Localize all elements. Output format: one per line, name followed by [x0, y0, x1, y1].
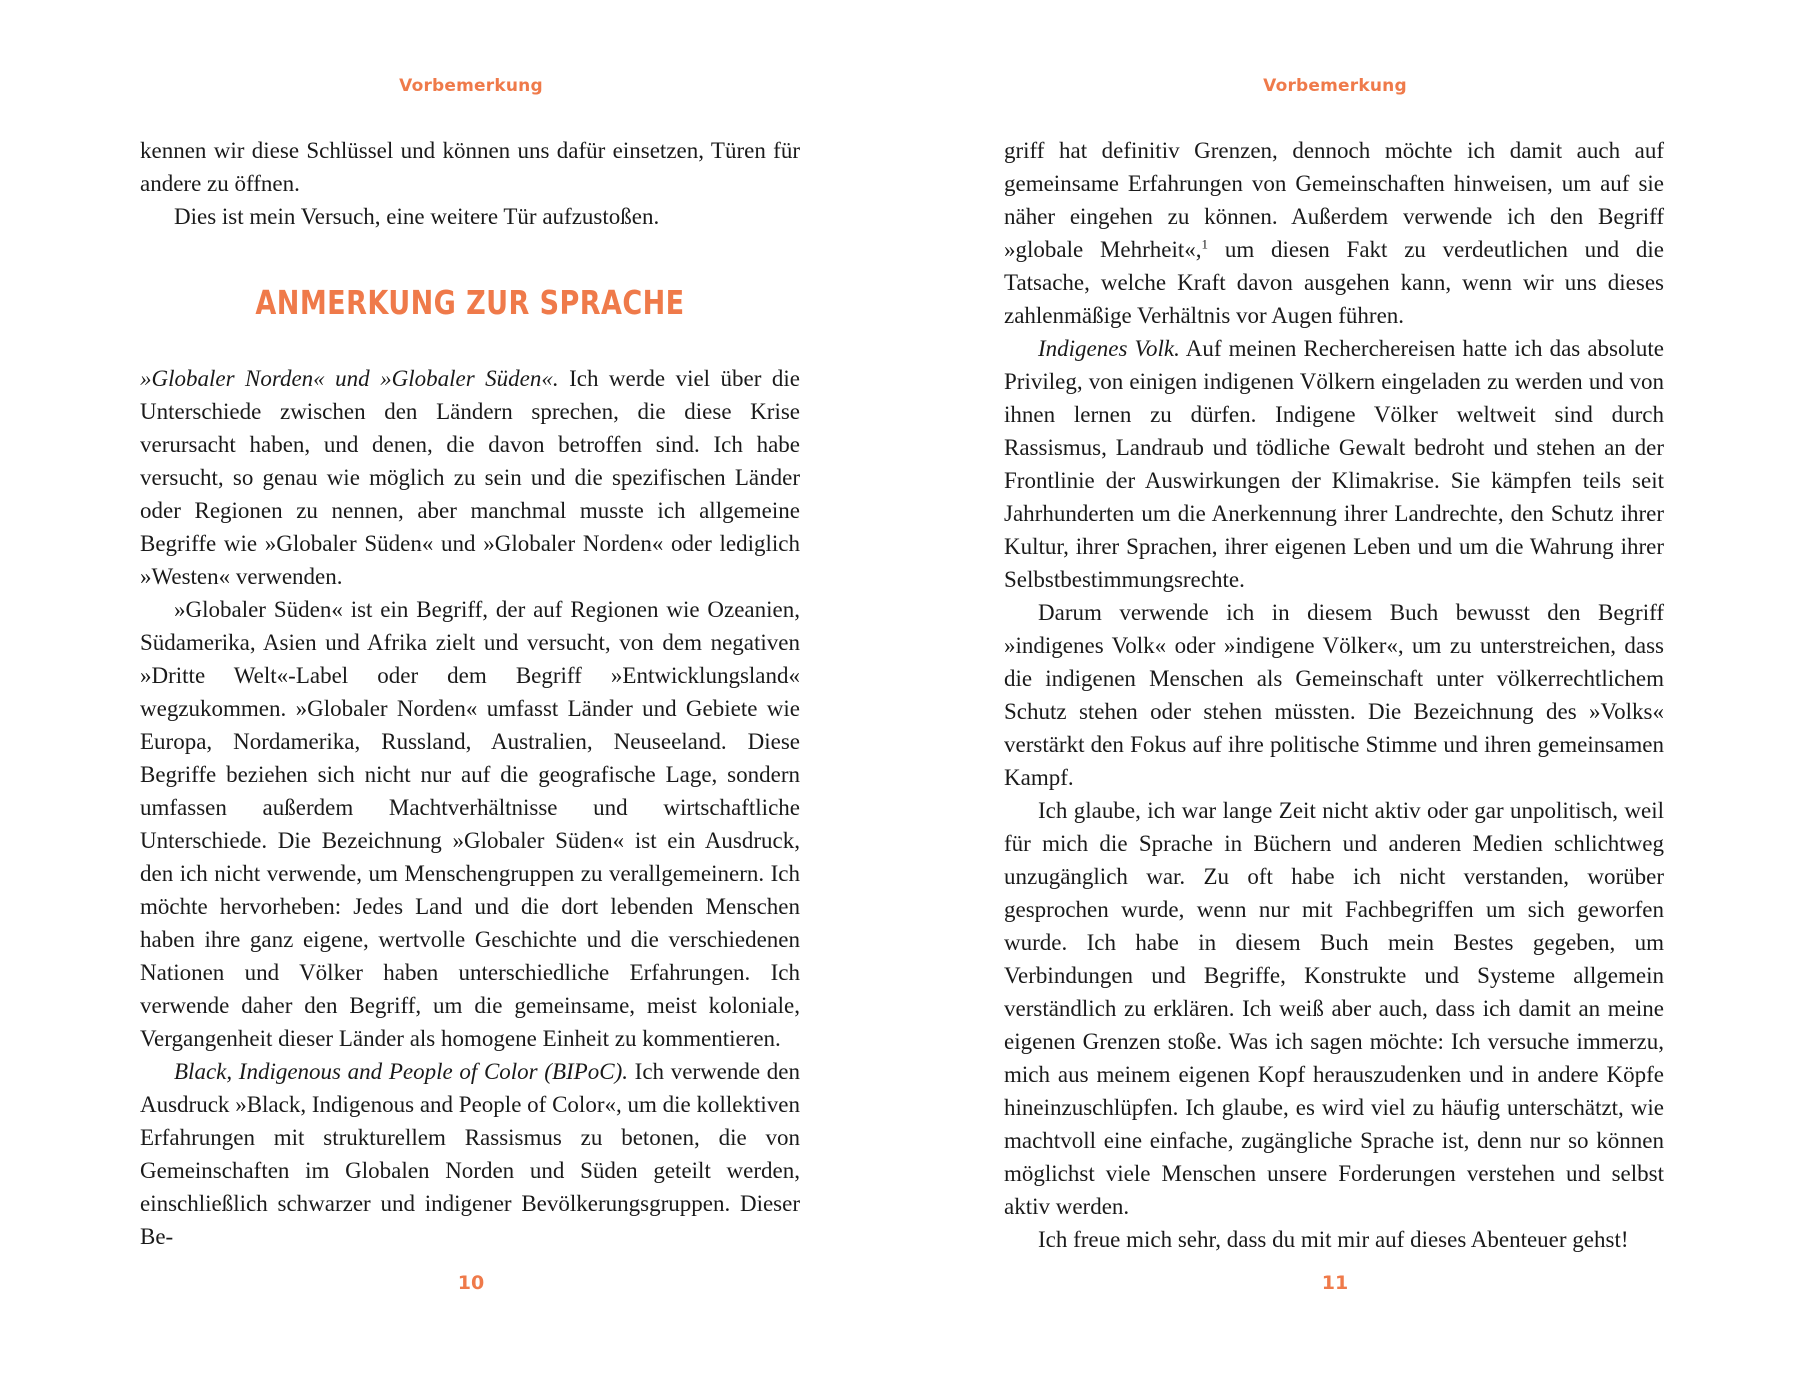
- paragraph-text: Ich verwende den Ausdruck »Black, Indigenous and People of Color«, um die kollektiven Erfahrungen mit strukturellem Rassismus zu betonen, die von Gemeinschaften im Globalen Norden und Süden geteilt werden, einschließlich schwarzer und indigener Bevölkerungsgruppen. Dieser Be-: [140, 1059, 800, 1249]
- paragraph-text: Auf meinen Recherchereisen hatte ich das absolute Privileg, von einigen indigenen Völkern eingeladen zu werden und von ihnen lernen zu dürfen. Indigene Völker weltweit sind durch Rassismus, Landraub und tödliche Gewalt bedroht und stehen an der Frontlinie der Auswirkungen der Klimakrise. Sie kämpfen teils seit Jahrhunderten um die Anerkennung ihrer Landrechte, den Schutz ihrer Kultur, ihrer Sprachen, ihrer eigenen Leben und um die Wahrung ihrer Selbstbestimmungsrechte.: [1004, 336, 1664, 592]
- running-head: Vorbemerkung: [399, 76, 543, 96]
- term-label: Black, Indigenous and People of Color (BIPoC).: [174, 1059, 628, 1084]
- term-label: Indigenes Volk.: [1038, 336, 1180, 361]
- page-number: 10: [457, 1272, 485, 1294]
- paragraph: Ich glaube, ich war lange Zeit nicht aktiv oder gar unpolitisch, weil für mich die Sprache in Büchern und anderen Medien schlichtweg unzugänglich war. Zu oft habe ich nicht verstanden, worüber gesprochen wurde, wenn nur mit Fachbegriffen um sich geworfen wurde. Ich habe in diesem Buch mein Bestes gegeben, um Verbindungen und Begriffe, Konstrukte und Systeme allgemein verständlich zu erklären. Ich weiß aber auch, dass ich damit an meine eigenen Grenzen stoße. Was ich sagen möchte: Ich versuche immerzu, mich aus meinem eigenen Kopf herauszudenken und in andere Köpfe hineinzuschlüpfen. Ich glaube, es wird viel zu häufig unterschätzt, wie machtvoll eine einfache, zugängliche Sprache ist, denn nur so können möglichst viele Menschen unsere Forderungen verstehen und selbst aktiv werden.: [1004, 798, 1664, 1219]
- right-page: [900, 0, 1800, 1390]
- paragraph: »Globaler Süden« ist ein Begriff, der auf Regionen wie Ozeanien, Südamerika, Asien und Afrika zielt und versucht, von dem negativen »Dritte Welt«-Label oder dem Begriff »Entwicklungsland« wegzukommen. »Globaler Norden« umfasst Länder und Gebiete wie Europa, Nordamerika, Russland, Australien, Neuseeland. Diese Begriffe beziehen sich nicht nur auf die geografische Lage, sondern umfassen außerdem Machtverhältnisse und wirtschaftliche Unterschiede. Die Bezeichnung »Globaler Süden« ist ein Ausdruck, den ich nicht verwende, um Menschengruppen zu verallgemeinern. Ich möchte hervorheben: Jedes Land und die dort lebenden Menschen haben ihre ganz eigene, wertvolle Geschichte und die verschiedenen Nationen und Völker haben unterschiedliche Erfahrungen. Ich verwende daher den Begriff, um die gemeinsame, meist koloniale, Vergangenheit dieser Länder als homogene Einheit zu kommentieren.: [140, 597, 800, 1051]
- running-head: Vorbemerkung: [1263, 76, 1407, 96]
- paragraph: [140, 1055, 800, 1253]
- footnote-marker: 1: [1201, 236, 1209, 252]
- paragraph-text: Ich werde viel über die Unterschiede zwischen den Ländern sprechen, die diese Krise verursacht haben, und denen, die davon betroffen sind. Ich habe versucht, so genau wie möglich zu sein und die spezifischen Länder oder Regionen zu nennen, aber manchmal musste ich allgemeine Begriffe wie »Globaler Süden« und »Globaler Norden« oder lediglich »Westen« verwenden.: [140, 366, 800, 589]
- paragraph: [140, 362, 800, 593]
- term-label: »Globaler Norden« und »Globaler Süden«.: [140, 366, 559, 391]
- section-heading: ANMERKUNG ZUR SPRACHE: [255, 283, 685, 322]
- body-text: [1004, 134, 1664, 1256]
- body-text: [140, 134, 800, 1253]
- paragraph: Darum verwende ich in diesem Buch bewusst den Begriff »indigenes Volk« oder »indigene Völker«, um zu unterstreichen, dass die indigenen Menschen als Gemeinschaft unter völkerrechtlichem Schutz stehen oder stehen müssten. Die Bezeichnung des »Volks« verstärkt den Fokus auf ihre politische Stimme und ihren gemeinsamen Kampf.: [1004, 600, 1664, 790]
- paragraph: kennen wir diese Schlüssel und können uns dafür einsetzen, Türen für andere zu öffnen.: [140, 138, 800, 196]
- paragraph-text: um diesen Fakt zu verdeutlichen und die Tatsache, welche Kraft davon ausgehen kann, wenn wir uns dieses zahlenmäßige Verhältnis vor Augen führen.: [1004, 237, 1664, 328]
- paragraph: [1004, 332, 1664, 596]
- paragraph: Ich freue mich sehr, dass du mit mir auf dieses Abenteuer gehst!: [1038, 1227, 1629, 1252]
- page-number: 11: [1321, 1272, 1349, 1294]
- paragraph: Dies ist mein Versuch, eine weitere Tür aufzustoßen.: [174, 204, 660, 229]
- paragraph-text: griff hat definitiv Grenzen, dennoch möchte ich damit auch auf gemeinsame Erfahrungen von Gemeinschaften hinweisen, um auf sie näher eingehen zu können. Außerdem verwende ich den Begriff »globale Mehrheit«,: [1004, 138, 1664, 262]
- paragraph: [1004, 134, 1664, 332]
